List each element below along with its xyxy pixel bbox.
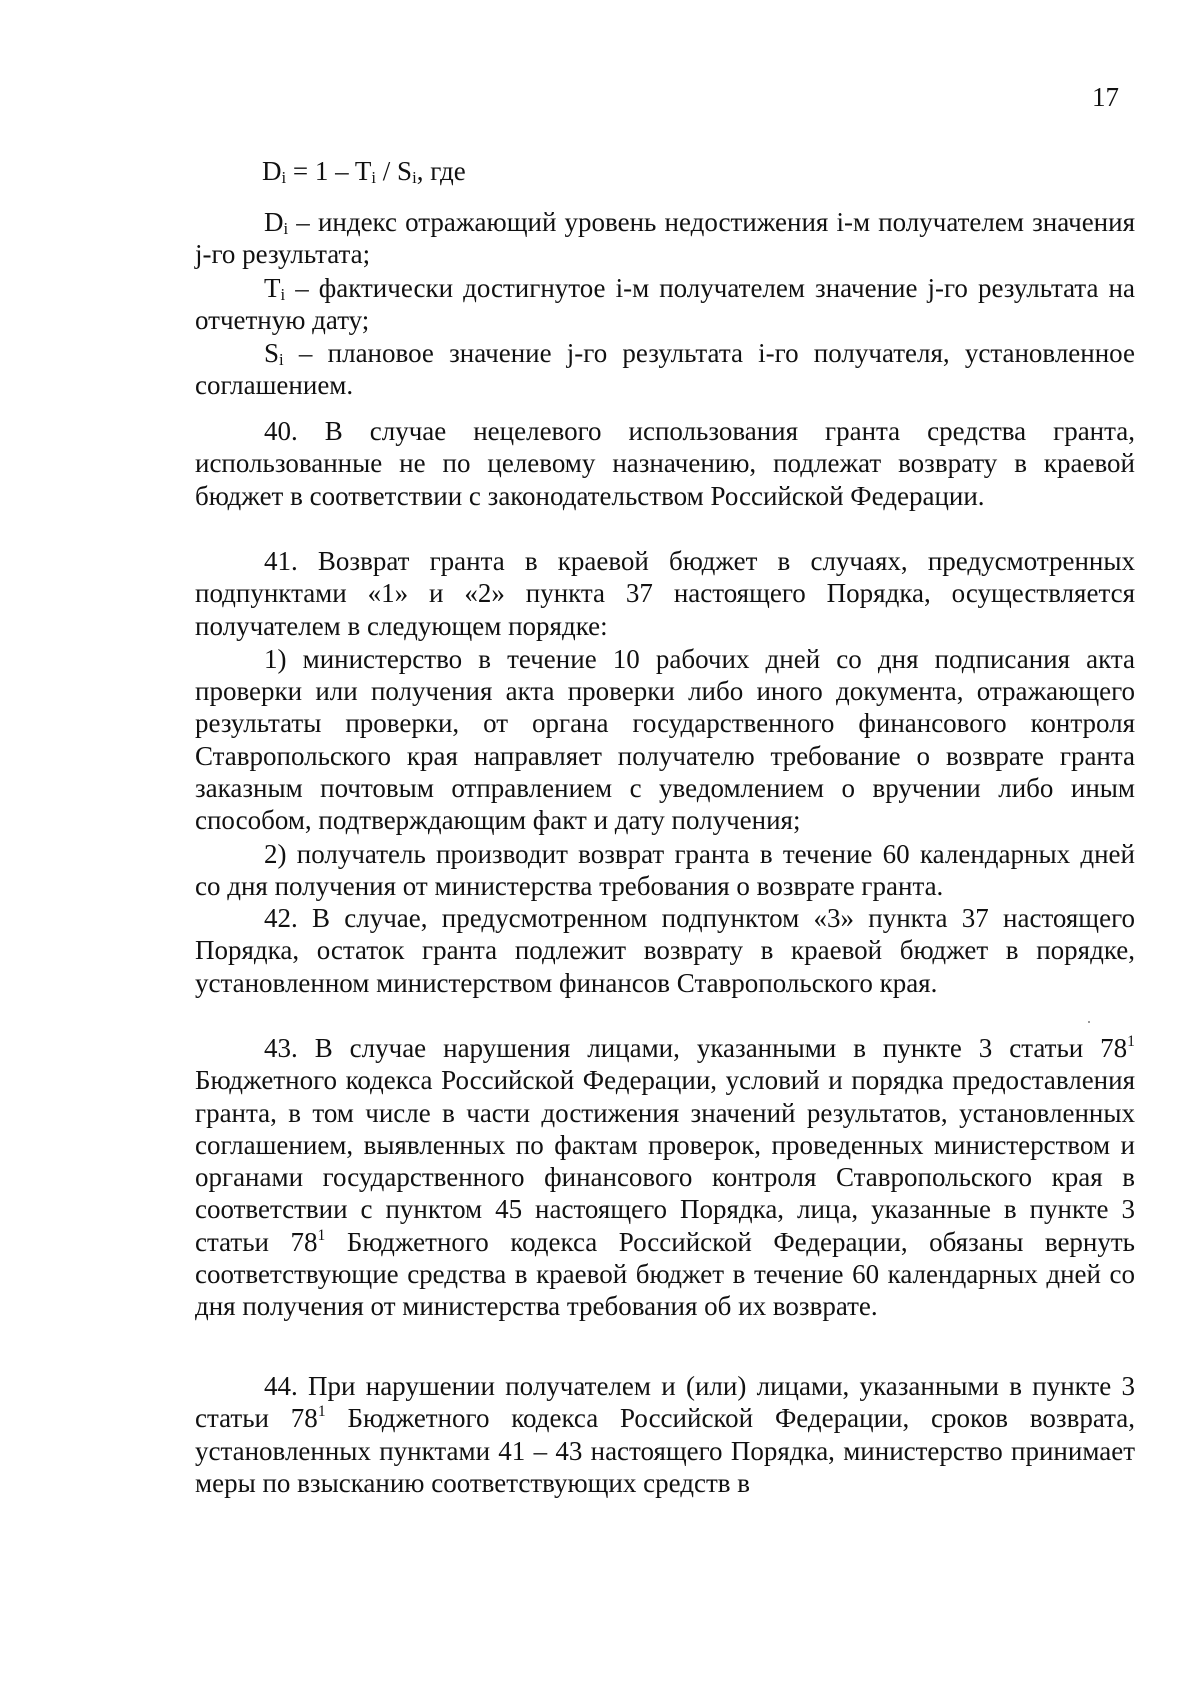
formula-lhs-subscript: i [281,168,287,187]
definition-subscript: i [279,350,284,370]
paragraph-44-part-2: Бюджетного кодекса Российской Федерации, сроков возврата, установленных пунктами 41 – 43 настоящего Порядка, министерство принимает меры по взысканию соответствующих средств в [195,1403,1135,1498]
definition-subscript: i [280,284,286,304]
formula-tail: , где [416,156,466,186]
definition-symbol: D [264,207,284,237]
scan-speck [1088,1021,1090,1023]
formula-t-subscript: i [371,168,377,187]
formula-lhs: D [262,156,282,186]
paragraph-43-part-1: 43. В случае нарушения лицами, указанными в пункте 3 статьи 78 [264,1033,1128,1063]
paragraph-44-part-1: 44. При нарушении получателем и (или) лицами, указанными в пункте 3 статьи 78 [195,1371,1135,1434]
superscript: 1 [317,1226,326,1244]
paragraph-42 [195,902,1135,999]
paragraph-40-text: 40. В случае нецелевого использования гранта средства гранта, использованные не по целевому назначению, подлежат возврату в краевой бюджет в соответствии с законодательством Российской Федерации. [195,416,1135,511]
definitions-block [195,206,1135,402]
definition-s [195,337,1135,402]
formula [262,156,466,187]
definition-subscript: i [283,219,289,238]
definition-text: – индекс отражающий уровень недостижения i-м получателем значения j-го результата; [195,207,1135,270]
definition-text: – плановое значение j-го результата i-го получателя, установленное соглашением. [195,338,1135,401]
superscript: 1 [1127,1033,1135,1050]
paragraph-43-part-3: Бюджетного кодекса Российской Федерации, обязаны вернуть соответствующие средства в краевой бюджет в течение 60 календарных дней со дня получения от министерства требования об их возврате. [195,1226,1135,1322]
page-number: 17 [1092,82,1119,112]
paragraph-40 [195,415,1135,512]
definition-symbol: T [264,272,281,303]
paragraph-41-item-1: 1) министерство в течение 10 рабочих дней со дня подписания акта проверки или получения акта проверки либо иного документа, отражающего результаты проверки, от органа государственного финансового контроля Ставропольского края направляет получателю требование о возврате гранта заказным почтовым отправлением с уведомлением о вручении либо иным способом, подтверждающим факт и дату получения; [195,643,1135,836]
definition-symbol: S [264,338,280,369]
paragraph-43 [195,1032,1135,1323]
paragraph-43-text [195,1032,1135,1323]
formula-operator: = 1 – T [286,156,372,186]
paragraph-44-text [195,1370,1135,1499]
definition-t [195,272,1135,337]
definition-d [195,206,1135,271]
paragraph-41-intro: 41. Возврат гранта в краевой бюджет в случаях, предусмотренных подпунктами «1» и «2» пункта 37 настоящего Порядка, осуществляется получателем в следующем порядке: [195,546,1135,641]
paragraph-43-part-2: Бюджетного кодекса Российской Федерации, условий и порядка предоставления гранта, в том числе в части достижения значений результатов, установленных соглашением, выявленных по фактам проверок, проведенных министерством и органами государственного финансового контроля Ставропольского края в соответствии с пунктом 45 настоящего Порядка, лица, указанные в пункте 3 статьи 78 [195,1065,1135,1257]
formula-division: / S [376,156,413,186]
paragraph-42-text: 42. В случае, предусмотренном подпунктом «3» пункта 37 настоящего Порядка, остаток гранта подлежит возврату в краевой бюджет в порядке, установленном министерством финансов Ставропольского края. [195,903,1135,998]
paragraph-41-item-2: 2) получатель производит возврат гранта в течение 60 календарных дней со дня получения от министерства требования о возврате гранта. [195,838,1135,901]
paragraph-41 [195,545,1135,902]
definition-text: – фактически достигнутое i-м получателем значение j-го результата на отчетную дату; [195,272,1135,335]
superscript: 1 [317,1403,326,1421]
formula-s-subscript: i [412,168,417,187]
paragraph-44 [195,1370,1135,1499]
